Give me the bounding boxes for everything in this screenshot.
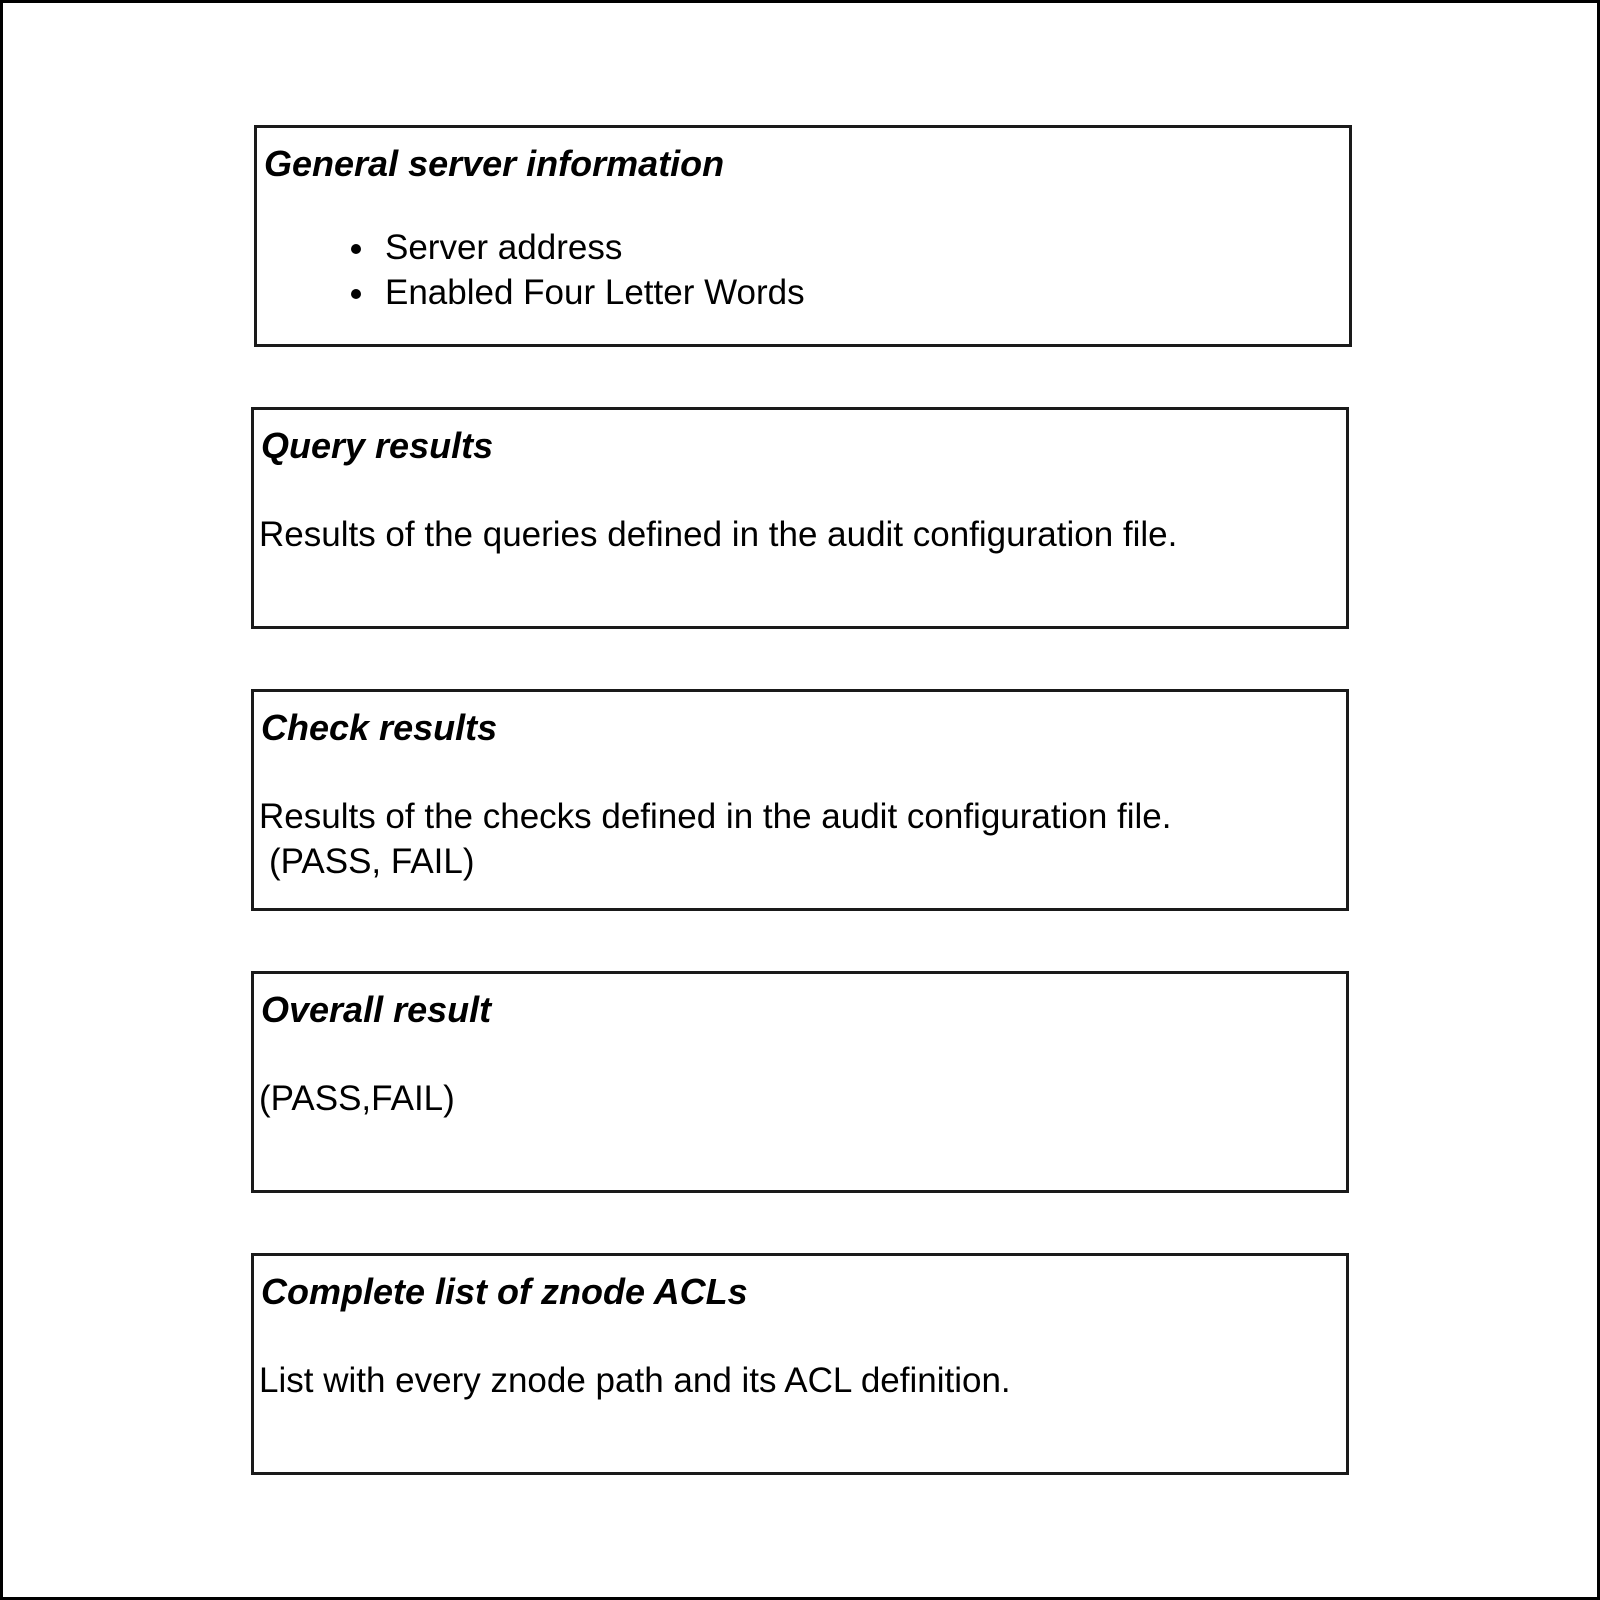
list-item-text: Enabled Four Letter Words <box>385 273 805 312</box>
overall-result-box <box>251 971 1349 1193</box>
section-body: (PASS,FAIL) <box>259 1079 455 1118</box>
section-title: Check results <box>261 707 498 748</box>
general-server-information-box <box>254 125 1352 347</box>
section-body <box>259 794 1172 884</box>
list-item <box>347 270 805 315</box>
section-title: General server information <box>264 143 725 184</box>
section-body: List with every znode path and its ACL definition. <box>259 1361 1011 1400</box>
bullet-icon <box>351 289 361 299</box>
znode-acls-box <box>251 1253 1349 1475</box>
query-results-box <box>251 407 1349 629</box>
check-results-box <box>251 689 1349 911</box>
section-title: Complete list of znode ACLs <box>261 1271 748 1312</box>
section-body-line-2: (PASS, FAIL) <box>269 842 475 881</box>
section-body-line: Results of the checks defined in the audit configuration file. <box>259 797 1172 836</box>
list-item-text: Server address <box>385 228 623 267</box>
section-title: Overall result <box>261 989 492 1030</box>
section-body: Results of the queries defined in the audit configuration file. <box>259 515 1178 554</box>
bullet-icon <box>351 244 361 254</box>
list-item <box>347 225 805 270</box>
section-title: Query results <box>261 425 494 466</box>
server-info-list <box>347 225 805 315</box>
